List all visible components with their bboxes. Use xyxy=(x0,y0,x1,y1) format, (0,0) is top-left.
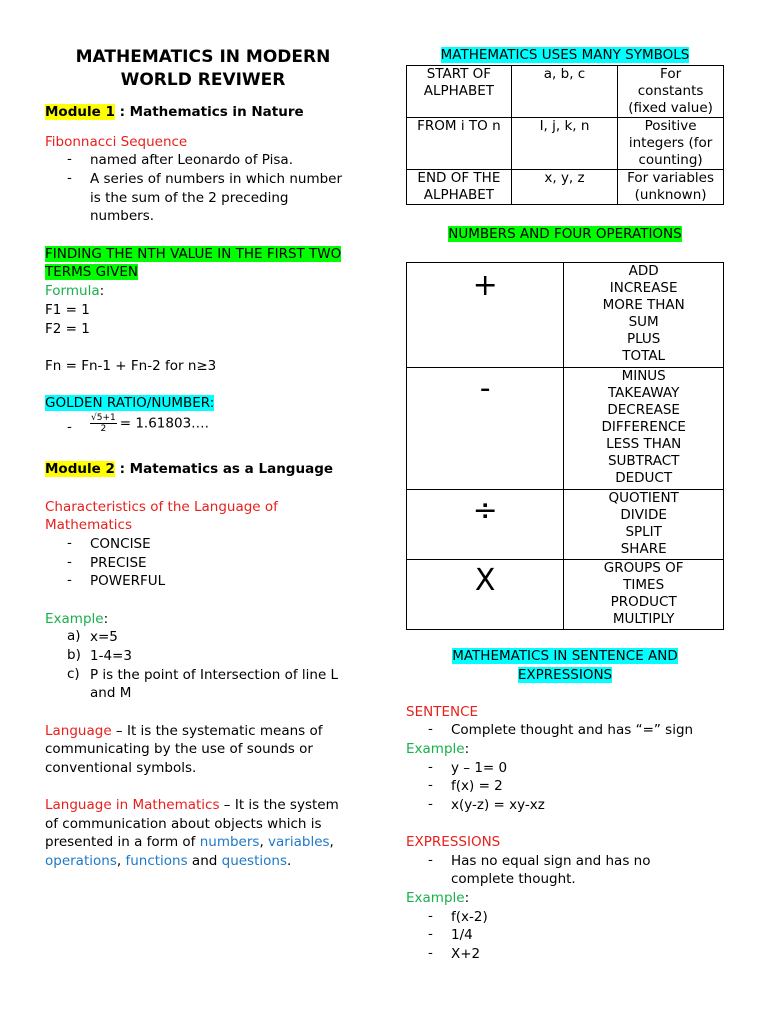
bullet-dash: - xyxy=(428,777,433,793)
example-c-cont: and M xyxy=(90,685,132,701)
module1-tag: Module 1 xyxy=(45,104,115,120)
table-row xyxy=(407,368,724,490)
table-cell: END OF THE ALPHABET xyxy=(407,170,512,205)
lim-definition-4: operations, functions and questions. xyxy=(45,853,292,869)
multiply-symbol: X xyxy=(407,560,564,630)
symbols-table xyxy=(406,65,724,205)
fibonacci-heading: Fibonnacci Sequence xyxy=(45,134,188,150)
example-letter-c: c) xyxy=(67,666,80,682)
expressions-example-2: 1/4 xyxy=(451,927,473,943)
golden-heading: GOLDEN RATIO/NUMBER: xyxy=(45,395,215,411)
char-item-2: PRECISE xyxy=(90,555,147,571)
sentence-label: SENTENCE xyxy=(406,704,479,720)
example-letter-b: b) xyxy=(67,647,81,663)
sentence-example-3: x(y-z) = xy-xz xyxy=(451,797,545,813)
divide-symbol: ÷ xyxy=(407,490,564,560)
language-definition-2: communicating by the use of sounds or xyxy=(45,741,313,757)
expressions-example-3: X+2 xyxy=(451,946,481,962)
operations-table xyxy=(406,262,724,630)
module1-title: : Mathematics in Nature xyxy=(119,104,304,120)
bullet-dash: - xyxy=(428,908,433,924)
expressions-label: EXPRESSIONS xyxy=(406,834,501,850)
char-item-3: POWERFUL xyxy=(90,573,166,589)
example-letter-a: a) xyxy=(67,628,81,644)
golden-formula xyxy=(90,413,209,434)
language-definition-3: conventional symbols. xyxy=(45,760,197,776)
f1-line: F1 = 1 xyxy=(45,302,90,318)
bullet-dash: - xyxy=(67,535,72,551)
table-cell: FROM i TO n xyxy=(407,118,512,170)
bullet-dash: - xyxy=(428,852,433,868)
fib-item-2-cont2: numbers. xyxy=(90,208,155,224)
f2-line: F2 = 1 xyxy=(45,321,90,337)
nth-heading-line1: FINDING THE NTH VALUE IN THE FIRST TWO xyxy=(45,246,342,262)
bullet-dash: - xyxy=(428,721,433,737)
module2-title: : Matematics as a Language xyxy=(119,461,334,477)
expressions-example-label: Example: xyxy=(406,890,470,906)
minus-symbol: - xyxy=(407,368,564,490)
golden-value: = 1.61803…. xyxy=(119,415,209,432)
table-row xyxy=(407,170,724,205)
bullet-dash: - xyxy=(428,796,433,812)
sentence-example-2: f(x) = 2 xyxy=(451,778,503,794)
document-title-line2: WORLD REVIWER xyxy=(120,70,286,90)
module1-heading xyxy=(45,103,304,122)
table-cell: START OF ALPHABET xyxy=(407,66,512,118)
bullet-dash: - xyxy=(67,151,72,167)
expressions-definition-2: complete thought. xyxy=(451,871,576,887)
plus-symbol: + xyxy=(407,263,564,368)
table-cell: Positive integers (for counting) xyxy=(618,118,724,170)
bullet-dash: - xyxy=(428,926,433,942)
lim-definition-1: Language in Mathematics – It is the system xyxy=(45,797,339,813)
table-cell: a, b, c xyxy=(511,66,617,118)
symbols-heading: MATHEMATICS USES MANY SYMBOLS xyxy=(440,47,690,63)
fib-item-1: named after Leonardo of Pisa. xyxy=(90,152,293,168)
sentence-example-label: Example: xyxy=(406,741,470,757)
table-row xyxy=(407,263,724,368)
bullet-dash: - xyxy=(67,554,72,570)
bullet-dash: - xyxy=(428,945,433,961)
fn-line: Fn = Fn-1 + Fn-2 for n≥3 xyxy=(45,358,217,374)
formula-label: Formula: xyxy=(45,283,105,299)
table-row xyxy=(407,118,724,170)
table-row xyxy=(407,490,724,560)
characteristics-heading-1: Characteristics of the Language of xyxy=(45,499,278,515)
table-cell: QUOTIENT DIVIDE SPLIT SHARE xyxy=(564,490,724,560)
table-cell: ADD INCREASE MORE THAN SUM PLUS TOTAL xyxy=(564,263,724,368)
module2-tag: Module 2 xyxy=(45,461,115,477)
example-a: x=5 xyxy=(90,629,118,645)
bullet-dash: - xyxy=(428,759,433,775)
sentence-heading-2: EXPRESSIONS xyxy=(517,667,613,683)
fib-item-2: A series of numbers in which number xyxy=(90,171,343,187)
document-title-line1: MATHEMATICS IN MODERN xyxy=(75,47,331,67)
sentence-definition: Complete thought and has “=” sign xyxy=(451,722,694,738)
bullet-dash: - xyxy=(67,572,72,588)
lim-definition-2: of communication about objects which is xyxy=(45,816,322,832)
table-cell: I, j, k, n xyxy=(511,118,617,170)
example-b: 1-4=3 xyxy=(90,648,132,664)
table-cell: For variables (unknown) xyxy=(618,170,724,205)
sentence-example-1: y – 1= 0 xyxy=(451,760,508,776)
fib-item-2-cont: is the sum of the 2 preceding xyxy=(90,190,289,206)
table-row xyxy=(407,560,724,630)
golden-fraction: $\frac{√5+1}{2}$ xyxy=(91,413,116,434)
char-item-1: CONCISE xyxy=(90,536,151,552)
expressions-definition-1: Has no equal sign and has no xyxy=(451,853,651,869)
example-label: Example: xyxy=(45,611,109,627)
table-cell: GROUPS OF TIMES PRODUCT MULTIPLY xyxy=(564,560,724,630)
table-cell: For constants (fixed value) xyxy=(618,66,724,118)
nth-heading-line2: TERMS GIVEN xyxy=(45,264,138,280)
example-c: P is the point of Intersection of line L xyxy=(90,667,339,683)
language-definition-1: Language – It is the systematic means of xyxy=(45,723,323,739)
sentence-heading-1: MATHEMATICS IN SENTENCE AND xyxy=(452,648,678,664)
bullet-dash: - xyxy=(67,170,72,186)
table-row xyxy=(407,66,724,118)
characteristics-heading-2: Mathematics xyxy=(45,517,132,533)
table-cell: x, y, z xyxy=(511,170,617,205)
operations-heading: NUMBERS AND FOUR OPERATIONS xyxy=(448,226,682,242)
lim-definition-3: presented in a form of numbers, variables, xyxy=(45,834,334,850)
expressions-example-1: f(x-2) xyxy=(451,909,488,925)
bullet-dash: - xyxy=(67,419,72,435)
module2-heading xyxy=(45,460,333,479)
table-cell: MINUS TAKEAWAY DECREASE DIFFERENCE LESS THAN SUBTRACT DEDUCT xyxy=(564,368,724,490)
